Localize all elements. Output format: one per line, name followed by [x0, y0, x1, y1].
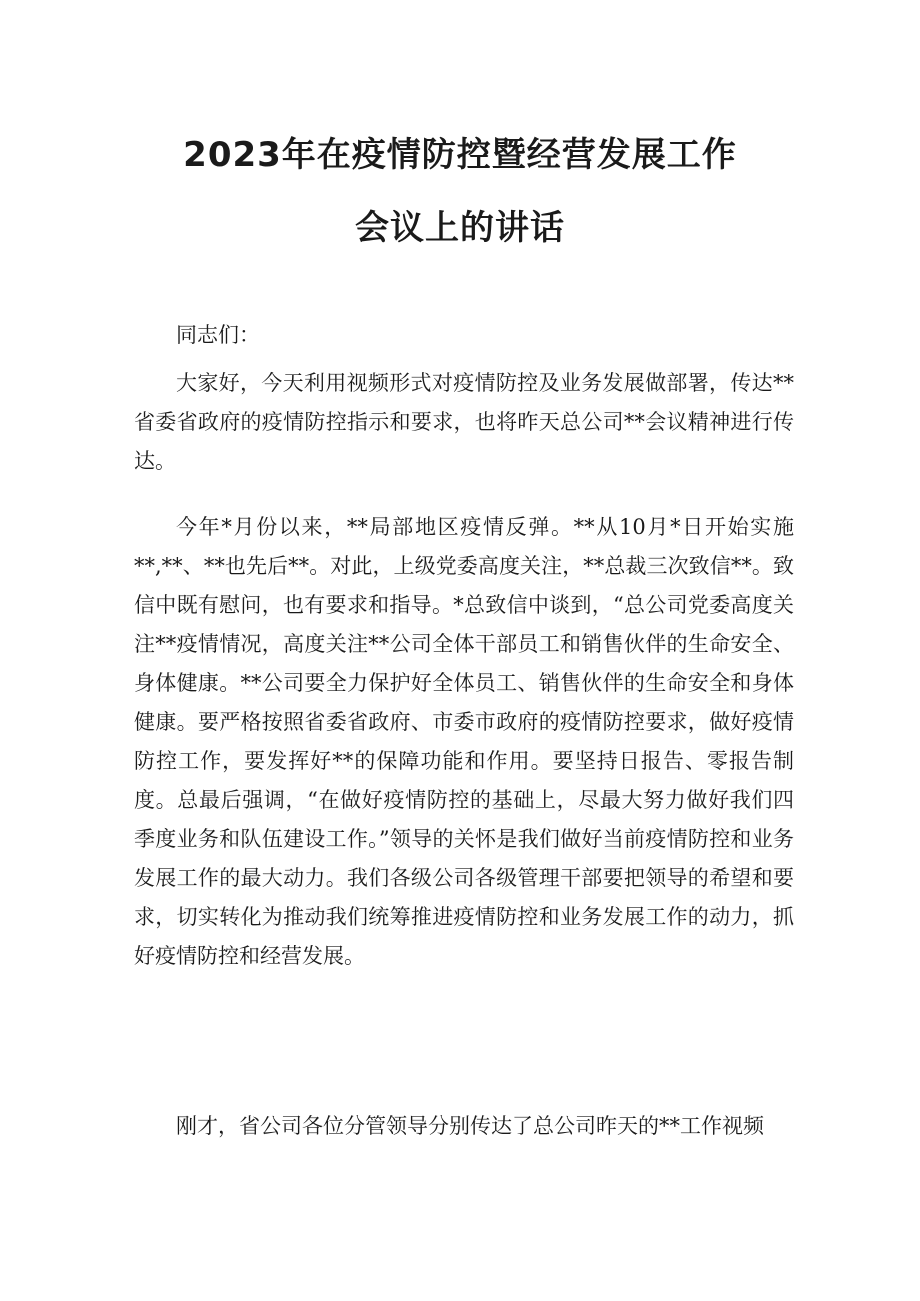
- paragraph-2: 今年*月份以来，**局部地区疫情反弹。**从10月*日开始实施**,**、**也先后**。对此，上级党委高度关注，**总裁三次致信**。致信中既有慰问，也有要求和指导。*总致信中谈到，“总公司党委高度关注**疫情情况，高度关注**公司全体干部员工和销售伙伴的生命安全、身体健康。**公司要全力保护好全体员工、销售伙伴的生命安全和身体健康。要严格按照省委省政府、市委市政府的疫情防控要求，做好疫情防控工作，要发挥好**的保障功能和作用。要坚持日报告、零报告制度。总最后强调，“在做好疫情防控的基础上，尽最大努力做好我们四季度业务和队伍建设工作。”领导的关怀是我们做好当前疫情防控和业务发展工作的最大动力。我们各级公司各级管理干部要把领导的希望和要求，切实转化为推动我们统筹推进疫情防控和业务发展工作的动力，抓好疫情防控和经营发展。: [134, 515, 794, 968]
- paragraph-3: 刚才，省公司各位分管领导分别传达了总公司昨天的**工作视频: [176, 1114, 764, 1138]
- paragraph-1: 大家好，今天利用视频形式对疫情防控及业务发展做部署，传达**省委省政府的疫情防控指示和要求，也将昨天总公司**会议精神进行传达。: [134, 371, 794, 473]
- salutation: 同志们：: [176, 323, 260, 347]
- document-title-line-2: 会议上的讲话: [355, 208, 565, 248]
- document-title-line-1: 2023年在疫情防控暨经营发展工作: [183, 135, 737, 175]
